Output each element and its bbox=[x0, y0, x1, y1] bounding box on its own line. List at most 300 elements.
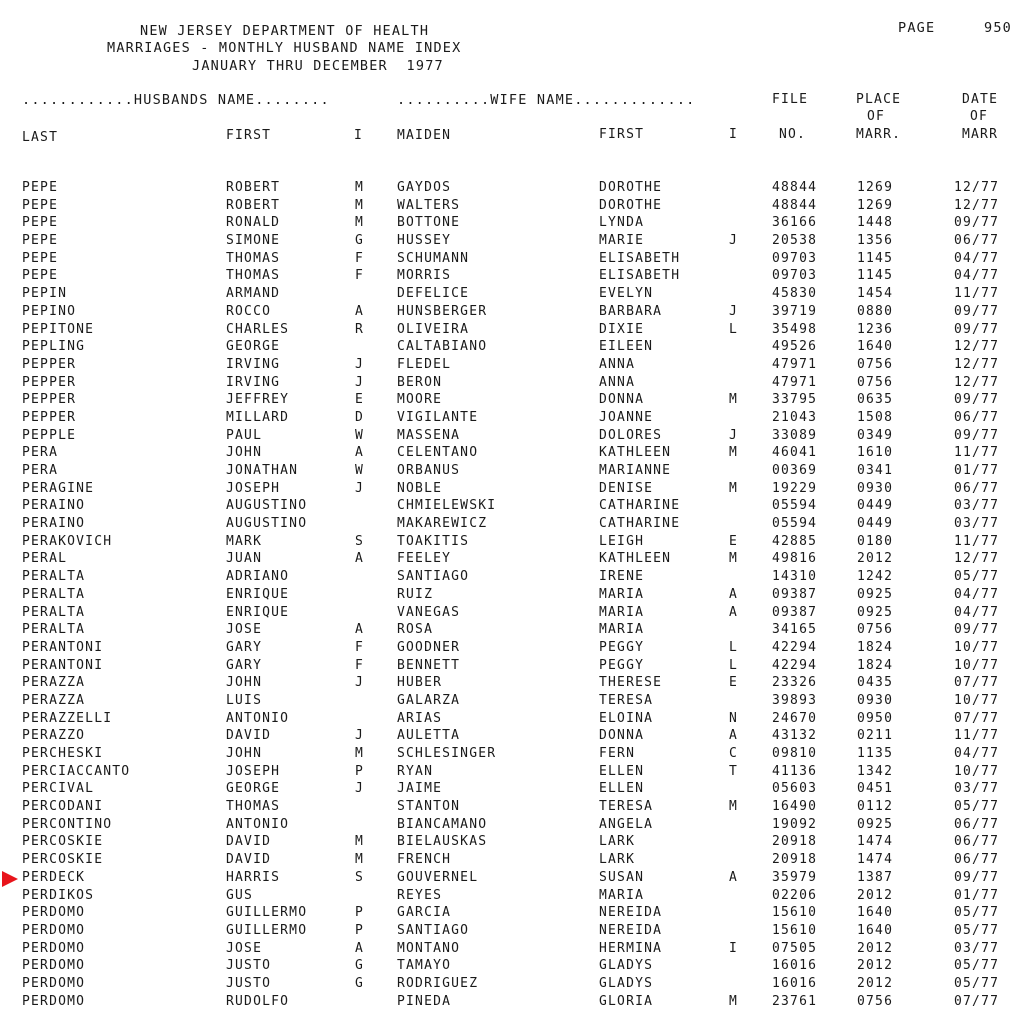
file-number: 19092 bbox=[772, 816, 818, 832]
file-number: 43132 bbox=[772, 728, 818, 744]
husband-initial: J bbox=[355, 374, 365, 390]
place-of-marriage: 0451 bbox=[857, 781, 894, 797]
file-number: 15610 bbox=[772, 905, 818, 921]
table-row bbox=[0, 215, 1024, 233]
file-number: 15610 bbox=[772, 922, 818, 938]
wife-initial: M bbox=[729, 799, 739, 815]
table-row bbox=[0, 233, 1024, 251]
husband-initial: A bbox=[355, 940, 365, 956]
wife-first-name: DOLORES bbox=[599, 427, 663, 443]
date-of-marriage: 12/77 bbox=[954, 356, 1000, 372]
table-row bbox=[0, 888, 1024, 906]
husband-initial: P bbox=[355, 922, 365, 938]
table-row bbox=[0, 605, 1024, 623]
date-of-marriage: 05/77 bbox=[954, 958, 1000, 974]
date-of-marriage: 05/77 bbox=[954, 569, 1000, 585]
date-of-marriage: 07/77 bbox=[954, 675, 1000, 691]
wife-initial: M bbox=[729, 392, 739, 408]
husband-first-name: ANTONIO bbox=[226, 710, 290, 726]
husband-first-name: HARRIS bbox=[226, 869, 281, 885]
husband-last-name: PERCOSKIE bbox=[22, 834, 104, 850]
husband-first-name: JUSTO bbox=[226, 958, 272, 974]
wife-first-name: DIXIE bbox=[599, 321, 645, 337]
table-row bbox=[0, 375, 1024, 393]
husband-first-name: MILLARD bbox=[226, 409, 290, 425]
place-of-marriage: 0341 bbox=[857, 463, 894, 478]
wife-first-name: ELOINA bbox=[599, 710, 654, 726]
husband-first-name: THOMAS bbox=[226, 799, 281, 815]
husband-last-name: PERDECK bbox=[22, 869, 86, 885]
husband-last-name: PERDOMO bbox=[22, 975, 86, 991]
place-of-marriage: 1454 bbox=[857, 286, 894, 302]
date-of-marriage: 11/77 bbox=[954, 445, 1000, 461]
wife-first-name: LARK bbox=[599, 852, 636, 868]
file-number: 45830 bbox=[772, 286, 818, 302]
file-number: 42294 bbox=[772, 639, 818, 655]
table-row bbox=[0, 322, 1024, 340]
date-of-marriage: 11/77 bbox=[954, 533, 1000, 549]
husband-last-name: PERAKOVICH bbox=[22, 533, 113, 549]
file-number: 05594 bbox=[772, 498, 818, 514]
husband-initial: F bbox=[355, 639, 365, 655]
file-number: 14310 bbox=[772, 569, 818, 585]
file-number: 20538 bbox=[772, 233, 818, 249]
wife-first-name: EVELYN bbox=[599, 286, 654, 302]
table-row bbox=[0, 481, 1024, 499]
report-title-line1: NEW JERSEY DEPARTMENT OF HEALTH bbox=[140, 23, 430, 39]
place-of-marriage: 1242 bbox=[857, 569, 894, 585]
place-of-marriage: 0180 bbox=[857, 533, 894, 549]
table-row bbox=[0, 180, 1024, 198]
file-number: 16016 bbox=[772, 975, 818, 991]
husband-initial: P bbox=[355, 905, 365, 921]
place-of-marriage: 1145 bbox=[857, 250, 894, 266]
table-row bbox=[0, 392, 1024, 410]
wife-initial: L bbox=[729, 321, 739, 337]
page-label: PAGE bbox=[898, 20, 936, 36]
date-of-marriage: 11/77 bbox=[954, 286, 1000, 302]
wife-initial: L bbox=[729, 657, 739, 673]
husband-initial-header: I bbox=[354, 128, 364, 143]
wife-maiden-name: SANTIAGO bbox=[397, 922, 470, 938]
file-number: 47971 bbox=[772, 356, 818, 372]
place-of-marriage: 0349 bbox=[857, 427, 894, 443]
table-row bbox=[0, 728, 1024, 746]
husband-first-name: JONATHAN bbox=[226, 463, 299, 478]
place-of-marriage: 1824 bbox=[857, 639, 894, 655]
husband-first-name: ANTONIO bbox=[226, 816, 290, 832]
husband-first-name: IRVING bbox=[226, 374, 281, 390]
husbands-name-group-header: ............HUSBANDS NAME........ bbox=[22, 92, 330, 108]
table-row bbox=[0, 551, 1024, 569]
table-row bbox=[0, 799, 1024, 817]
place-of-marriage: 2012 bbox=[857, 551, 894, 567]
file-number: 23761 bbox=[772, 993, 818, 1009]
husband-initial: W bbox=[355, 427, 365, 443]
husband-last-name: PERANTONI bbox=[22, 639, 104, 655]
husband-last-name: PERAZZA bbox=[22, 675, 86, 691]
place-of-marriage: 1448 bbox=[857, 215, 894, 231]
husband-initial: F bbox=[355, 268, 365, 284]
wife-maiden-name: BIELAUSKAS bbox=[397, 834, 488, 850]
husband-first-name: GEORGE bbox=[226, 781, 281, 797]
place-of-marriage: 0112 bbox=[857, 799, 894, 815]
date-header-line1: DATE bbox=[962, 92, 999, 107]
place-of-marriage: 0930 bbox=[857, 480, 894, 496]
husband-last-name: PERAL bbox=[22, 551, 68, 567]
date-of-marriage: 10/77 bbox=[954, 763, 1000, 779]
husband-first-name: MARK bbox=[226, 533, 263, 549]
page-number: 950 bbox=[984, 20, 1012, 36]
wife-first-name: CATHARINE bbox=[599, 516, 681, 532]
date-of-marriage: 03/77 bbox=[954, 781, 1000, 797]
wife-maiden-name: FRENCH bbox=[397, 852, 452, 868]
wife-first-name: ANNA bbox=[599, 356, 636, 372]
wife-first-name: TERESA bbox=[599, 692, 654, 708]
husband-first-name: JOHN bbox=[226, 746, 263, 761]
wife-initial: I bbox=[729, 940, 739, 956]
husband-last-name: PEPE bbox=[22, 233, 59, 249]
wife-maiden-name: MONTANO bbox=[397, 940, 461, 956]
husband-first-name: IRVING bbox=[226, 356, 281, 372]
husband-last-name: PEPITONE bbox=[22, 321, 95, 337]
file-number: 20918 bbox=[772, 852, 818, 868]
wife-first-name: MARIA bbox=[599, 586, 645, 602]
date-of-marriage: 04/77 bbox=[954, 586, 1000, 602]
wife-first-name: NEREIDA bbox=[599, 905, 663, 921]
husband-last-name: PERCHESKI bbox=[22, 746, 104, 761]
husband-initial: G bbox=[355, 233, 365, 249]
table-row bbox=[0, 941, 1024, 959]
husband-first-name: GUILLERMO bbox=[226, 922, 308, 938]
husband-first-name: LUIS bbox=[226, 692, 263, 708]
maiden-header: MAIDEN bbox=[397, 128, 452, 143]
husband-initial: A bbox=[355, 551, 365, 567]
table-row bbox=[0, 675, 1024, 693]
table-row bbox=[0, 587, 1024, 605]
husband-first-name: GEORGE bbox=[226, 339, 281, 355]
wife-first-name: EILEEN bbox=[599, 339, 654, 355]
wife-initial: M bbox=[729, 993, 739, 1009]
husband-first-name: ENRIQUE bbox=[226, 586, 290, 602]
husband-last-name: PERCODANI bbox=[22, 799, 104, 815]
file-number: 16490 bbox=[772, 799, 818, 815]
husband-initial: J bbox=[355, 675, 365, 691]
wife-maiden-name: GAYDOS bbox=[397, 180, 452, 195]
husband-initial: J bbox=[355, 356, 365, 372]
place-of-marriage: 0880 bbox=[857, 303, 894, 319]
husband-first-name: JUAN bbox=[226, 551, 263, 567]
wife-initial: J bbox=[729, 303, 739, 319]
husband-initial: D bbox=[355, 409, 365, 425]
husband-last-name: PERAINO bbox=[22, 516, 86, 532]
wife-maiden-name: REYES bbox=[397, 887, 443, 903]
date-of-marriage: 12/77 bbox=[954, 374, 1000, 390]
wife-first-name: ELISABETH bbox=[599, 250, 681, 266]
husband-first-header: FIRST bbox=[226, 128, 272, 143]
wife-initial: J bbox=[729, 427, 739, 443]
husband-first-name: SIMONE bbox=[226, 233, 281, 249]
wife-first-name: MARIE bbox=[599, 233, 645, 249]
date-of-marriage: 05/77 bbox=[954, 922, 1000, 938]
place-of-marriage: 1236 bbox=[857, 321, 894, 337]
date-of-marriage: 06/77 bbox=[954, 480, 1000, 496]
husband-initial: M bbox=[355, 197, 365, 213]
husband-last-name: PERAZZELLI bbox=[22, 710, 113, 726]
wife-maiden-name: VIGILANTE bbox=[397, 409, 479, 425]
wife-first-name: DONNA bbox=[599, 728, 645, 744]
husband-last-name: PERAZZA bbox=[22, 692, 86, 708]
wife-maiden-name: STANTON bbox=[397, 799, 461, 815]
place-of-marriage: 1610 bbox=[857, 445, 894, 461]
file-number: 36166 bbox=[772, 215, 818, 231]
date-of-marriage: 11/77 bbox=[954, 728, 1000, 744]
wife-maiden-name: GARCIA bbox=[397, 905, 452, 921]
husband-last-name: PERCOSKIE bbox=[22, 852, 104, 868]
husband-last-name: PERCONTINO bbox=[22, 816, 113, 832]
wife-initial: L bbox=[729, 639, 739, 655]
wife-maiden-name: ORBANUS bbox=[397, 463, 461, 478]
table-row bbox=[0, 781, 1024, 799]
place-of-marriage: 1135 bbox=[857, 746, 894, 761]
husband-last-name: PEPE bbox=[22, 197, 59, 213]
date-of-marriage: 06/77 bbox=[954, 834, 1000, 850]
table-row bbox=[0, 516, 1024, 534]
table-row bbox=[0, 658, 1024, 676]
wife-first-name: MARIA bbox=[599, 604, 645, 620]
husband-initial: A bbox=[355, 303, 365, 319]
wife-initial: A bbox=[729, 728, 739, 744]
wife-first-name: HERMINA bbox=[599, 940, 663, 956]
wife-maiden-name: WALTERS bbox=[397, 197, 461, 213]
place-of-marriage: 2012 bbox=[857, 958, 894, 974]
wife-maiden-name: HUSSEY bbox=[397, 233, 452, 249]
husband-last-name: PERDIKOS bbox=[22, 887, 95, 903]
date-of-marriage: 03/77 bbox=[954, 516, 1000, 532]
wife-maiden-name: RYAN bbox=[397, 763, 434, 779]
husband-initial: M bbox=[355, 746, 365, 761]
table-row bbox=[0, 852, 1024, 870]
place-header-line1: PLACE bbox=[856, 92, 902, 107]
husband-first-name: RONALD bbox=[226, 215, 281, 231]
husband-first-name: DAVID bbox=[226, 852, 272, 868]
place-of-marriage: 0211 bbox=[857, 728, 894, 744]
wife-first-name: TERESA bbox=[599, 799, 654, 815]
wife-initial: T bbox=[729, 763, 739, 779]
wife-first-name: LYNDA bbox=[599, 215, 645, 231]
wife-maiden-name: DEFELICE bbox=[397, 286, 470, 302]
husband-first-name: JOHN bbox=[226, 445, 263, 461]
husband-first-name: CHARLES bbox=[226, 321, 290, 337]
file-number: 09703 bbox=[772, 250, 818, 266]
wife-maiden-name: GALARZA bbox=[397, 692, 461, 708]
place-header-line3: MARR. bbox=[856, 127, 902, 142]
date-of-marriage: 09/77 bbox=[954, 427, 1000, 443]
date-of-marriage: 10/77 bbox=[954, 657, 1000, 673]
date-of-marriage: 10/77 bbox=[954, 639, 1000, 655]
husband-first-name: GARY bbox=[226, 657, 263, 673]
husband-first-name: JEFFREY bbox=[226, 392, 290, 408]
husband-last-name: PERALTA bbox=[22, 604, 86, 620]
wife-first-name: LARK bbox=[599, 834, 636, 850]
file-number: 47971 bbox=[772, 374, 818, 390]
husband-last-name: PERALTA bbox=[22, 622, 86, 638]
husband-initial: M bbox=[355, 834, 365, 850]
husband-first-name: JOSE bbox=[226, 622, 263, 638]
file-number: 00369 bbox=[772, 463, 818, 478]
red-arrow-marker-icon bbox=[2, 871, 18, 887]
place-of-marriage: 0925 bbox=[857, 604, 894, 620]
husband-initial: G bbox=[355, 975, 365, 991]
file-number: 49526 bbox=[772, 339, 818, 355]
date-header-line2: OF bbox=[970, 109, 989, 124]
husband-last-name: PEPINO bbox=[22, 303, 77, 319]
wife-maiden-name: FLEDEL bbox=[397, 356, 452, 372]
wife-first-name: MARIA bbox=[599, 887, 645, 903]
wife-first-name: CATHARINE bbox=[599, 498, 681, 514]
table-row bbox=[0, 640, 1024, 658]
wife-maiden-name: SCHUMANN bbox=[397, 250, 470, 266]
husband-first-name: JOSEPH bbox=[226, 763, 281, 779]
table-row bbox=[0, 251, 1024, 269]
date-of-marriage: 09/77 bbox=[954, 869, 1000, 885]
place-of-marriage: 1640 bbox=[857, 905, 894, 921]
husband-first-name: THOMAS bbox=[226, 268, 281, 284]
wife-first-name: PEGGY bbox=[599, 657, 645, 673]
place-of-marriage: 2012 bbox=[857, 887, 894, 903]
marriage-index-table bbox=[0, 180, 1024, 1011]
place-of-marriage: 1474 bbox=[857, 852, 894, 868]
place-of-marriage: 1387 bbox=[857, 869, 894, 885]
wife-initial: C bbox=[729, 746, 739, 761]
wife-first-name: GLADYS bbox=[599, 958, 654, 974]
file-number: 20918 bbox=[772, 834, 818, 850]
place-of-marriage: 1640 bbox=[857, 339, 894, 355]
husband-initial: J bbox=[355, 781, 365, 797]
wife-first-name: ELLEN bbox=[599, 763, 645, 779]
wife-maiden-name: TAMAYO bbox=[397, 958, 452, 974]
table-row bbox=[0, 693, 1024, 711]
file-number: 02206 bbox=[772, 887, 818, 903]
wife-first-name: DENISE bbox=[599, 480, 654, 496]
table-row bbox=[0, 498, 1024, 516]
date-of-marriage: 12/77 bbox=[954, 197, 1000, 213]
husband-initial: F bbox=[355, 657, 365, 673]
husband-initial: G bbox=[355, 958, 365, 974]
file-number: 48844 bbox=[772, 197, 818, 213]
place-of-marriage: 0435 bbox=[857, 675, 894, 691]
date-of-marriage: 09/77 bbox=[954, 622, 1000, 638]
place-of-marriage: 0756 bbox=[857, 356, 894, 372]
husband-first-name: PAUL bbox=[226, 427, 263, 443]
husband-first-name: RUDOLFO bbox=[226, 993, 290, 1009]
wife-maiden-name: AULETTA bbox=[397, 728, 461, 744]
file-number: 23326 bbox=[772, 675, 818, 691]
table-row bbox=[0, 428, 1024, 446]
wife-maiden-name: MAKAREWICZ bbox=[397, 516, 488, 532]
place-of-marriage: 1269 bbox=[857, 197, 894, 213]
date-of-marriage: 09/77 bbox=[954, 303, 1000, 319]
file-number: 21043 bbox=[772, 409, 818, 425]
husband-last-name: PEPLING bbox=[22, 339, 86, 355]
table-row bbox=[0, 746, 1024, 764]
husband-initial: E bbox=[355, 392, 365, 408]
wife-maiden-name: HUBER bbox=[397, 675, 443, 691]
table-row bbox=[0, 339, 1024, 357]
wife-first-name: BARBARA bbox=[599, 303, 663, 319]
file-number: 34165 bbox=[772, 622, 818, 638]
husband-initial: W bbox=[355, 463, 365, 478]
husband-first-name: ROCCO bbox=[226, 303, 272, 319]
husband-first-name: ENRIQUE bbox=[226, 604, 290, 620]
husband-last-name: PERA bbox=[22, 463, 59, 478]
wife-maiden-name: NOBLE bbox=[397, 480, 443, 496]
wife-maiden-name: ROSA bbox=[397, 622, 434, 638]
husband-first-name: DAVID bbox=[226, 728, 272, 744]
file-number: 24670 bbox=[772, 710, 818, 726]
file-number: 48844 bbox=[772, 180, 818, 195]
file-number: 49816 bbox=[772, 551, 818, 567]
husband-last-name: PERAGINE bbox=[22, 480, 95, 496]
husband-initial: M bbox=[355, 180, 365, 195]
table-row bbox=[0, 622, 1024, 640]
wife-first-name: GLADYS bbox=[599, 975, 654, 991]
file-number: 35979 bbox=[772, 869, 818, 885]
wife-maiden-name: MOORE bbox=[397, 392, 443, 408]
table-row bbox=[0, 976, 1024, 994]
wife-initial: A bbox=[729, 604, 739, 620]
place-of-marriage: 0930 bbox=[857, 692, 894, 708]
file-number: 19229 bbox=[772, 480, 818, 496]
wife-maiden-name: ARIAS bbox=[397, 710, 443, 726]
file-number: 39893 bbox=[772, 692, 818, 708]
table-row bbox=[0, 994, 1024, 1012]
husband-first-name: JOSEPH bbox=[226, 480, 281, 496]
wife-first-name: ANGELA bbox=[599, 816, 654, 832]
husband-initial: F bbox=[355, 250, 365, 266]
place-of-marriage: 1474 bbox=[857, 834, 894, 850]
file-number: 39719 bbox=[772, 303, 818, 319]
date-of-marriage: 12/77 bbox=[954, 339, 1000, 355]
husband-first-name: JOHN bbox=[226, 675, 263, 691]
wife-first-name: DONNA bbox=[599, 392, 645, 408]
place-of-marriage: 0756 bbox=[857, 993, 894, 1009]
date-of-marriage: 06/77 bbox=[954, 852, 1000, 868]
table-row bbox=[0, 711, 1024, 729]
wife-initial: E bbox=[729, 675, 739, 691]
wife-maiden-name: GOODNER bbox=[397, 639, 461, 655]
file-number: 07505 bbox=[772, 940, 818, 956]
file-number: 46041 bbox=[772, 445, 818, 461]
wife-first-name: THERESE bbox=[599, 675, 663, 691]
place-of-marriage: 1640 bbox=[857, 922, 894, 938]
husband-last-name: PERCIACCANTO bbox=[22, 763, 131, 779]
file-header-line1: FILE bbox=[772, 92, 809, 107]
wife-maiden-name: GOUVERNEL bbox=[397, 869, 479, 885]
date-of-marriage: 06/77 bbox=[954, 409, 1000, 425]
wife-first-name: LEIGH bbox=[599, 533, 645, 549]
husband-first-name: JOSE bbox=[226, 940, 263, 956]
place-header-line2: OF bbox=[867, 109, 886, 124]
husband-last-name: PERAZZO bbox=[22, 728, 86, 744]
date-of-marriage: 05/77 bbox=[954, 975, 1000, 991]
wife-maiden-name: MASSENA bbox=[397, 427, 461, 443]
date-of-marriage: 12/77 bbox=[954, 551, 1000, 567]
wife-maiden-name: CELENTANO bbox=[397, 445, 479, 461]
husband-initial: J bbox=[355, 728, 365, 744]
date-of-marriage: 10/77 bbox=[954, 692, 1000, 708]
wife-first-name: SUSAN bbox=[599, 869, 645, 885]
